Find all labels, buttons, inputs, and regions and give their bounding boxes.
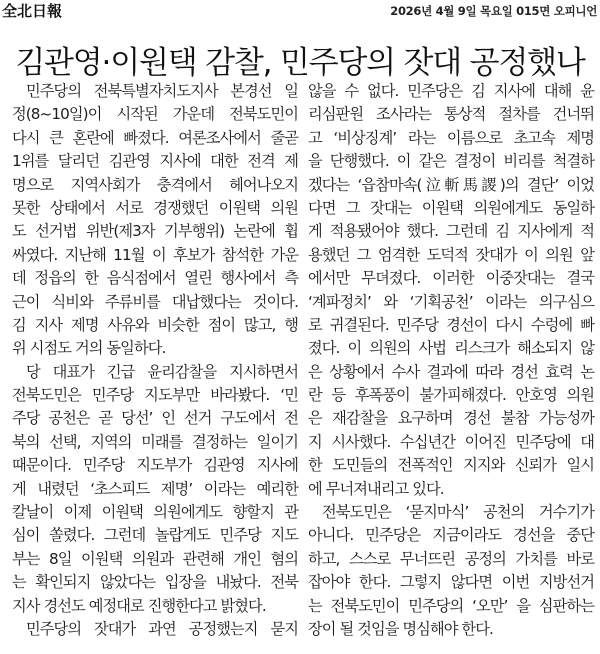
text-line: 부는 8일 이원택 의원과 관련해 개인 혐의: [12, 549, 298, 568]
text-line: 잡아야 한다. 그렇지 않다면 이번 지방선거: [308, 573, 594, 592]
text-line: 다시 큰 혼란에 빠졌다. 여론조사에서 줄곧: [12, 128, 298, 147]
text-line: 게 내렸던 ‘초스피드 제명’ 이라는 예리한: [12, 479, 298, 498]
text-line: 근이 식비와 주류비를 대납했다는 것이다.: [12, 292, 298, 311]
text-line: 은 재감찰을 요구하며 경선 불참 가능성까: [308, 409, 594, 428]
text-line: 김 지사 제명 사유와 비슷한 점이 많고, 행: [12, 315, 298, 334]
text-line: 리심판원 조사라는 통상적 절차를 건너뛰: [308, 105, 594, 124]
text-line: 용했던 그 엄격한 도덕적 잣대가 이 의원 앞: [308, 245, 594, 264]
text-line: 민주당의 잣대가 과연 공정했는지 묻지: [26, 619, 298, 638]
text-line: 정(8~10일)이 시작된 가운데 전북도민이: [12, 105, 298, 124]
text-line: 한 도민들의 전폭적인 지지와 신뢰가 일시: [308, 456, 594, 475]
text-line: 지 시사했다. 수십년간 이어진 민주당에 대: [308, 432, 594, 451]
text-line: 을 단행했다. 이 같은 결정이 비리를 척결하: [308, 152, 594, 171]
text-line: ‘계파정치’ 와 ‘기획공천’ 이라는 의구심으: [308, 292, 594, 311]
text-line: 아니다. 민주당은 지금이라도 경선을 중단: [308, 526, 594, 545]
dateline: 2026년 4월 9일 목요일 015면 오피니언: [390, 4, 597, 18]
text-line: 는 전북도민이 민주당의 ‘오만’ 을 심판하는: [308, 596, 594, 615]
text-line: 때문이다. 민주당 지도부가 김관영 지사에: [12, 456, 298, 475]
newspaper-logo: 全北日報: [2, 2, 63, 20]
text-line: 은 상황에서 수사 결과에 따라 경선 효력 논: [308, 362, 594, 381]
text-line: 위 시점도 거의 동일하다.: [12, 339, 166, 358]
text-line: 하고, 스스로 무너뜨린 공정의 가치를 바로: [308, 549, 594, 568]
text-line: 전북도민은 민주당 지도부만 바라봤다. ‘민: [12, 386, 298, 405]
text-line: 다면 그 잣대는 이원택 의원에게도 동일하: [308, 198, 594, 217]
text-line: 장이 될 것임을 명심해야 한다.: [308, 619, 493, 638]
text-line: 데 정읍의 한 음식점에서 열린 행사에서 측: [12, 269, 298, 288]
text-line: 민주당의 전북특별자치도지사 본경선 일: [26, 82, 298, 100]
text-line: 싸였다. 지난해 11월 이 후보가 참석한 가운: [12, 245, 298, 264]
text-line: 당 대표가 긴급 윤리감찰을 지시하면서: [26, 362, 298, 381]
text-line: 졌다. 이 의원의 사법 리스크가 해소되지 않: [308, 339, 594, 358]
masthead: [0, 0, 600, 22]
text-line: 도 선거법 위반(제3자 기부행위) 논란에 휩: [12, 222, 298, 241]
text-line: 명으로 지역사회가 충격에서 헤어나오지: [12, 175, 298, 194]
text-line: 에 무너져내리고 있다.: [308, 479, 444, 498]
text-line: 게 적용됐어야 했다. 그런데 김 지사에게 적: [308, 222, 594, 241]
text-line: 않을 수 없다. 민주당은 김 지사에 대해 윤: [308, 82, 594, 100]
article-column-right: [308, 80, 594, 641]
text-line: 못한 상태에서 서로 경쟁했던 이원택 의원: [12, 198, 298, 217]
text-line: 칼날이 이제 이원택 의원에게도 향할지 관: [12, 503, 298, 522]
text-line: 전북도민은 ‘묻지마식’ 공천의 거수기가: [322, 503, 594, 522]
headline: 김관영·이원택 감찰, 민주당의 잣대 공정했나: [15, 44, 585, 81]
text-line: 로 귀결된다. 민주당 경선이 다시 수렁에 빠: [308, 315, 594, 334]
text-line: 겠다는 ‘읍참마속(泣斬馬謖)의 결단’ 이었: [308, 175, 594, 194]
article-column-left: [12, 80, 298, 641]
text-line: 란 등 후폭풍이 불가피해졌다. 안호영 의원: [308, 386, 594, 405]
text-line: 북의 선택, 지역의 미래를 결정하는 일이기: [12, 432, 298, 451]
text-line: 고 ‘비상징계’ 라는 이름으로 초고속 제명: [308, 128, 594, 147]
text-line: 주당 공천은 곧 당선’ 인 선거 구도에서 전: [12, 409, 298, 428]
text-line: 에서만 무뎌졌다. 이러한 이중잣대는 결국: [308, 269, 594, 288]
text-line: 는 확인되지 않았다는 입장을 내놨다. 전북: [12, 573, 298, 592]
text-line: 지사 경선도 예정대로 진행한다고 밝혔다.: [12, 596, 266, 615]
text-line: 1위를 달리던 김관영 지사에 대한 전격 제: [12, 152, 298, 171]
text-line: 심이 쏠렸다. 그런데 놀랍게도 민주당 지도: [12, 526, 298, 545]
